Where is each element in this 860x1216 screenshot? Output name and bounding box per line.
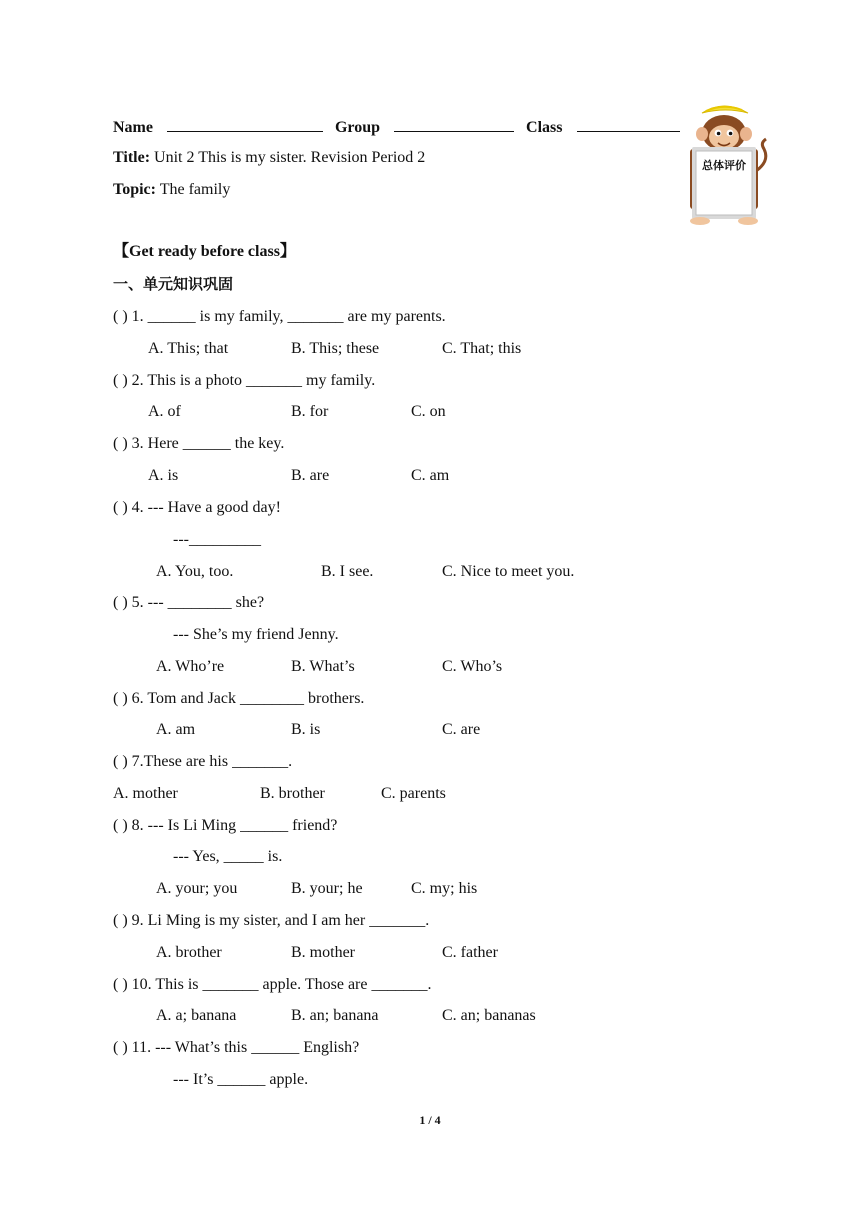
question-stem: ( ) 3. Here ______ the key. (113, 435, 285, 452)
option-b: B. brother (260, 785, 325, 802)
option-a: A. a; banana (156, 1007, 237, 1024)
monkey-evaluation-badge-icon (678, 101, 770, 227)
option-a: A. brother (156, 944, 222, 961)
option-a: A. am (156, 721, 196, 738)
question-answer-line: ---_________ (173, 531, 261, 548)
option-c: C. father (442, 944, 498, 961)
option-a: A. You, too. (156, 563, 234, 580)
title-value: Unit 2 This is my sister. Revision Period 2 (154, 149, 426, 166)
option-a: A. is (148, 467, 179, 484)
class-blank (577, 117, 680, 132)
option-c: C. That; this (442, 340, 522, 357)
option-a: A. your; you (156, 880, 238, 897)
question-stem: ( ) 11. --- What’s this ______ English? (113, 1039, 360, 1056)
title-label: Title: (113, 149, 151, 166)
badge-text: 总体评价 (702, 159, 746, 172)
question-stem: ( ) 8. --- Is Li Ming ______ friend? (113, 817, 338, 834)
option-b: B. are (291, 467, 330, 484)
option-a: A. of (148, 403, 181, 420)
question-answer-line: --- It’s ______ apple. (173, 1071, 309, 1088)
section-subheading: 一、单元知识巩固 (113, 275, 234, 293)
option-b: B. your; he (291, 880, 363, 897)
option-c: C. an; bananas (442, 1007, 536, 1024)
topic-row (113, 180, 230, 200)
option-b: B. for (291, 403, 329, 420)
name-label: Name (113, 119, 153, 136)
question-stem: ( ) 1. ______ is my family, _______ are my parents. (113, 308, 446, 325)
name-row (113, 117, 686, 138)
question-stem: ( ) 5. --- ________ she? (113, 594, 265, 611)
name-blank (167, 117, 323, 132)
section-heading: 【Get ready before class】 (113, 243, 296, 260)
title-row (113, 148, 425, 168)
option-c: C. Who’s (442, 658, 503, 675)
option-b: B. is (291, 721, 321, 738)
question-stem: ( ) 9. Li Ming is my sister, and I am her _______. (113, 912, 430, 929)
option-a: A. mother (113, 785, 178, 802)
option-c: C. on (411, 403, 446, 420)
question-stem: ( ) 10. This is _______ apple. Those are _______. (113, 976, 432, 993)
option-b: B. I see. (321, 563, 374, 580)
question-stem: ( ) 6. Tom and Jack ________ brothers. (113, 690, 365, 707)
question-answer-line: --- She’s my friend Jenny. (173, 626, 339, 643)
page-number: 1 / 4 (419, 1113, 441, 1127)
option-c: C. are (442, 721, 481, 738)
option-b: B. mother (291, 944, 355, 961)
option-c: C. parents (381, 785, 446, 802)
question-stem: ( ) 4. --- Have a good day! (113, 499, 281, 516)
topic-value: The family (159, 181, 231, 198)
option-b: B. What’s (291, 658, 355, 675)
group-blank (394, 117, 514, 132)
question-stem: ( ) 7.These are his _______. (113, 753, 293, 770)
group-label: Group (334, 119, 381, 136)
option-b: B. an; banana (291, 1007, 379, 1024)
class-label: Class (526, 119, 563, 136)
option-a: A. This; that (148, 340, 229, 357)
option-a: A. Who’re (156, 658, 225, 675)
option-c: C. Nice to meet you. (442, 563, 575, 580)
option-c: C. am (411, 467, 450, 484)
question-answer-line: --- Yes, _____ is. (173, 848, 283, 865)
option-b: B. This; these (291, 340, 380, 357)
option-c: C. my; his (411, 880, 478, 897)
topic-label: Topic: (113, 181, 156, 198)
question-stem: ( ) 2. This is a photo _______ my family. (113, 372, 376, 389)
